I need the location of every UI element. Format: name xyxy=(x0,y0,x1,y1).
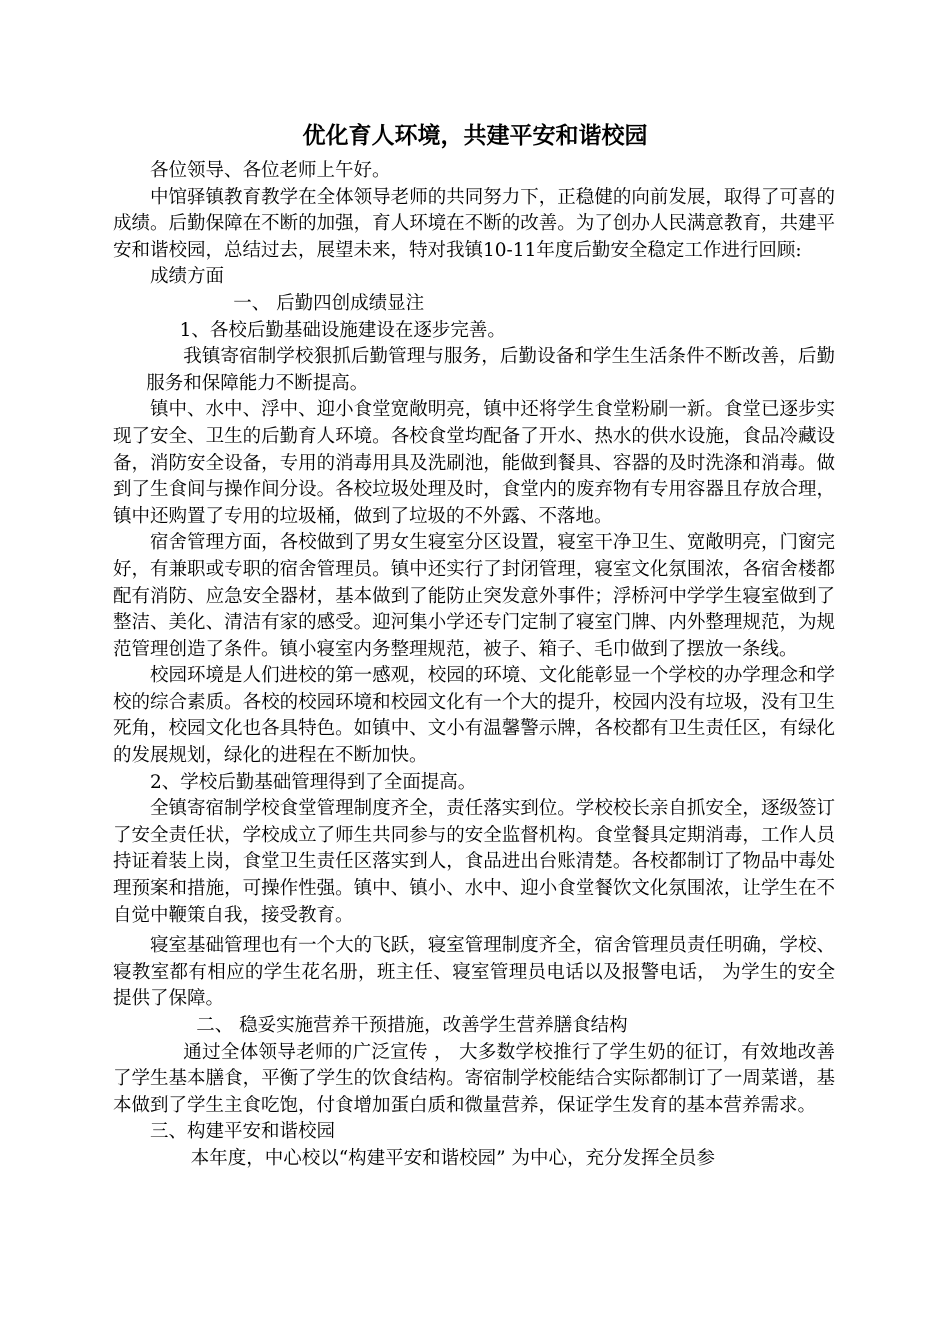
dormitory-paragraph: 宿舍管理方面，各校做到了男女生寝室分区设置，寝室干净卫生、宽敞明亮，门窗完好，有兼职或专职的宿舍管理员。镇中还实行了封闭管理，寝室文化氛围浓，各宿舍楼都配有消防、应急安全器材，基本做到了能防止突发意外事件；浮桥河中学学生寝室做到了整洁、美化、清洁有家的感受。迎河集小学还专门定制了寝室门牌、内外整理规范，为规范管理创造了条件。镇小寝室内务整理规范，被子、箱子、毛巾做到了摆放一条线。 xyxy=(113,532,835,660)
section-heading-1: 一、 后勤四创成绩显注 xyxy=(233,292,425,314)
canteen-management-paragraph: 全镇寄宿制学校食堂管理制度齐全，责任落实到位。学校校长亲自抓安全，逐级签订了安全责任状，学校成立了师生共同参与的安全监督机构。食堂餐具定期消毒，工作人员持证着装上岗，食堂卫生责任区落实到人，食品进出台账清楚。各校都制订了物品中毒处理预案和措施，可操作性强。镇中、镇小、水中、迎小食堂餐饮文化氛围浓，让学生在不自觉中鞭策自我，接受教育。 xyxy=(113,798,835,926)
document-body xyxy=(113,158,835,1173)
section-heading-2: 二、 稳妥实施营养干预措施，改善学生营养膳食结构 xyxy=(196,1015,628,1036)
section-heading-3: 三、构建平安和谐校园 xyxy=(150,1121,336,1143)
achievements-heading: 成绩方面 xyxy=(150,266,225,288)
intro-paragraph: 中馆驿镇教育教学在全体领导老师的共同努力下，正稳健的向前发展，取得了可喜的成绩。后勤保障在不断的加强，育人环境在不断的改善。为了创办人民满意教育，共建平安和谐校园，总结过去，展望未来，特对我镇10-11年度后勤安全稳定工作进行回顾: xyxy=(113,186,835,261)
subsection-heading-1: 1、各校后勤基础设施建设在逐步完善。 xyxy=(179,319,506,341)
greeting-paragraph: 各位领导、各位老师上午好。 xyxy=(150,160,391,181)
dormitory-management-paragraph: 寝室基础管理也有一个大的飞跃，寝室管理制度齐全，宿舍管理员责任明确，学校、寝教室都有相应的学生花名册，班主任、寝室管理员电话以及报警电话， 为学生的安全提供了保障。 xyxy=(113,935,835,1010)
safe-campus-paragraph: 本年度，中心校以“构建平安和谐校园” 为中心，充分发挥全员参 xyxy=(190,1147,715,1169)
canteen-paragraph: 镇中、水中、浮中、迎小食堂宽敞明亮，镇中还将学生食堂粉刷一新。食堂已逐步实现了安全、卫生的后勤育人环境。各校食堂均配备了开水、热水的供水设施，食品冷藏设备，消防安全设备，专用的消毒用具及洗刷池，能做到餐具、容器的及时洗涤和消毒。做到了生食间与操作间分设。各校垃圾处理及时，食堂内的废弃物有专用容器且存放合理，镇中还购置了专用的垃圾桶，做到了垃圾的不外露、不落地。 xyxy=(113,399,835,527)
nutrition-paragraph: 通过全体领导老师的广泛宣传 ， 大多数学校推行了学生奶的征订，有效地改善了学生基本膳食，平衡了学生的饮食结构。寄宿制学校能结合实际都制订了一周菜谱，基本做到了学生主食吃饱，付食增加蛋白质和微量营养，保证学生发育的基本营养需求。 xyxy=(113,1041,835,1116)
campus-environment-paragraph: 校园环境是人们进校的第一感观，校园的环境、文化能彰显一个学校的办学理念和学校的综合素质。各校的校园环境和校园文化有一个大的提升，校园内没有垃圾，没有卫生死角，校园文化也各具特色。如镇中、文小有温馨警示牌，各校都有卫生责任区，有绿化的发展规划，绿化的进程在不断加快。 xyxy=(113,665,835,767)
logistics-paragraph: 我镇寄宿制学校狠抓后勤管理与服务，后勤设备和学生生活条件不断改善，后勤服务和保障能力不断提高。 xyxy=(146,346,835,394)
subsection-heading-2: 2、学校后勤基础管理得到了全面提高。 xyxy=(150,771,477,793)
document-title: 优化育人环境，共建平安和谐校园 xyxy=(302,123,648,149)
